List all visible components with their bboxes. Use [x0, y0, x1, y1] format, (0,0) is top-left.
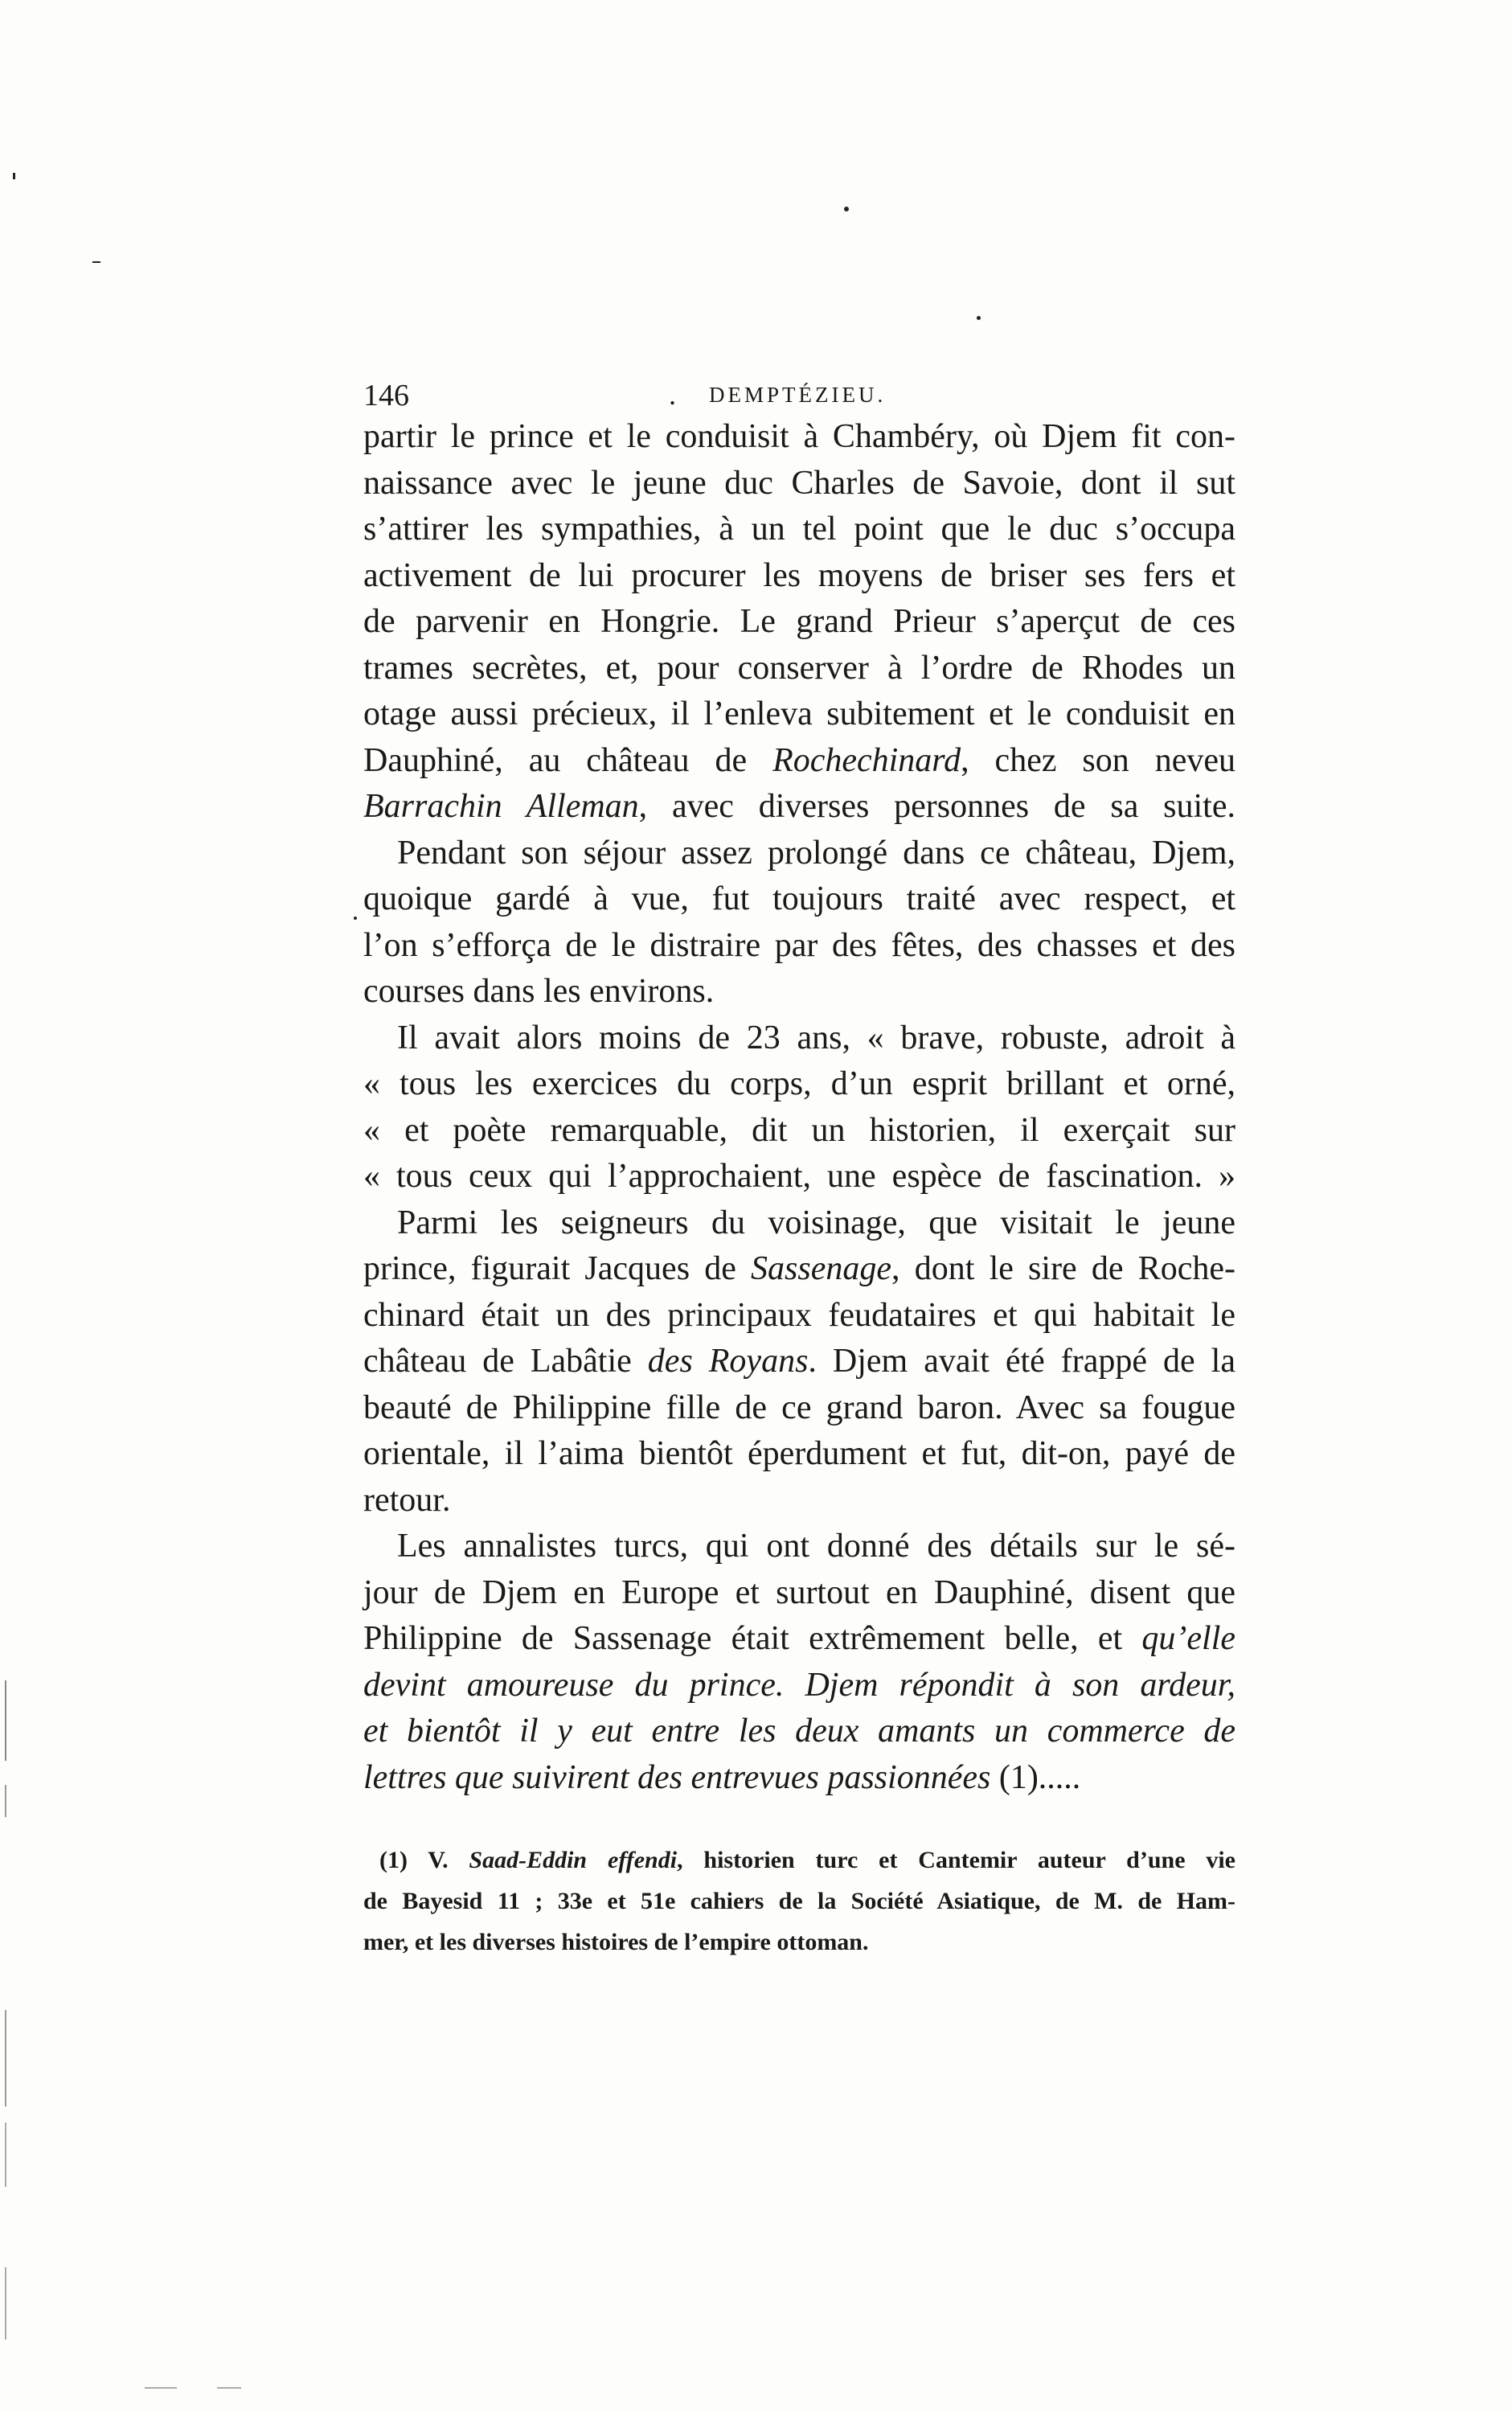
- text-line: trames secrètes, et, pour conserver à l’ordre de Rhodes un: [363, 649, 1235, 687]
- text-run: , dont le sire de Roche-: [891, 1250, 1235, 1287]
- running-head-dot: .: [669, 379, 676, 411]
- text-line: l’on s’efforça de le distraire par des fêtes, des chasses et des: [363, 926, 1235, 964]
- text-line: beauté de Philippine fille de ce grand baron. Avec sa fougue: [363, 1389, 1235, 1426]
- text-line: [363, 1246, 1235, 1293]
- page-number: 146: [363, 379, 409, 412]
- italic-run: Saad-Eddin effendi: [469, 1847, 678, 1873]
- text-line: naissance avec le jeune duc Charles de Savoie, dont il sut: [363, 464, 1235, 502]
- italic-run: lettres que suivirent des entrevues passionnées: [363, 1758, 991, 1796]
- text-line: Les annalistes turcs, qui ont donné des détails sur le sé-: [397, 1528, 1235, 1565]
- text-line: [363, 1339, 1235, 1385]
- footnote-line: [363, 1840, 1235, 1881]
- running-head: [363, 378, 1248, 418]
- main-text: [363, 414, 1235, 1801]
- text-run: Dauphiné, au château de: [363, 741, 773, 779]
- text-line: [363, 1708, 1235, 1755]
- running-title: DEMPTÉZIEU.: [709, 383, 887, 407]
- italic-run: des Royans: [647, 1343, 809, 1380]
- text-line: « et poète remarquable, dit un historien, il exerçait sur: [363, 1111, 1235, 1149]
- text-line: « tous les exercices du corps, d’un esprit brillant et orné,: [363, 1065, 1235, 1102]
- text-line: activement de lui procurer les moyens de briser ses fers et: [363, 556, 1235, 594]
- text-run: . Djem avait été frappé de la: [808, 1343, 1235, 1380]
- text-line: « tous ceux qui l’approchaient, une espèce de fascination. »: [363, 1158, 1235, 1195]
- italic-run: devint amoureuse du prince. Djem répondit à son ardeur,: [363, 1666, 1235, 1704]
- text-run: de Bayesid 11 ; 33e et 51e cahiers de la Société Asiatique, de M. de Ham-: [363, 1888, 1235, 1914]
- text-run: (1) V.: [379, 1847, 469, 1873]
- text-line: [363, 1616, 1235, 1663]
- text-line: [363, 784, 1235, 831]
- text-line: orientale, il l’aima bientôt éperdument et fut, dit-on, payé de: [363, 1435, 1235, 1472]
- text-run: , historien turc et Cantemir auteur d’une vie: [677, 1847, 1235, 1873]
- text-run: , avec diverses personnes de sa suite.: [638, 788, 1235, 825]
- text-line: courses dans les environs.: [363, 973, 715, 1010]
- text-line: [363, 1755, 1235, 1802]
- text-run: , chez son neveu: [961, 741, 1235, 779]
- footnote-line: [363, 1881, 1235, 1922]
- text-line: Pendant son séjour assez prolongé dans ce château, Djem,: [397, 834, 1235, 872]
- italic-run: Barrachin Alleman: [363, 788, 639, 825]
- text-line: de parvenir en Hongrie. Le grand Prieur s’aperçut de ces: [363, 603, 1235, 640]
- text-line: chinard était un des principaux feudataires et qui habitait le: [363, 1296, 1235, 1334]
- italic-run: Sassenage: [751, 1250, 892, 1287]
- text-line: partir le prince et le conduisit à Chambéry, où Djem fit con-: [363, 418, 1235, 455]
- italic-run: Rochechinard: [772, 741, 961, 779]
- text-run: Philippine de Sassenage était extrêmement belle, et: [363, 1620, 1142, 1657]
- text-line: Parmi les seigneurs du voisinage, que visitait le jeune: [397, 1204, 1235, 1241]
- text-run: mer, et les diverses histoires de l’empire ottoman.: [363, 1929, 869, 1955]
- italic-run: qu’elle: [1141, 1620, 1235, 1657]
- text-run: prince, figurait Jacques de: [363, 1250, 752, 1287]
- footnote: [363, 1840, 1235, 1963]
- italic-run: et bientôt il y eut entre les deux amants un commerce de: [363, 1713, 1235, 1750]
- text-line: quoique gardé à vue, fut toujours traité avec respect, et: [363, 880, 1235, 917]
- text-line: [363, 738, 1235, 785]
- text-line: otage aussi précieux, il l’enleva subitement et le conduisit en: [363, 695, 1235, 732]
- footnote-line: [363, 1922, 1235, 1963]
- text-line: Il avait alors moins de 23 ans, « brave, robuste, adroit à: [397, 1019, 1235, 1056]
- text-run: château de Labâtie: [363, 1343, 648, 1380]
- text-line: s’attirer les sympathies, à un tel point que le duc s’occupa: [363, 511, 1235, 548]
- text-run: (1).....: [990, 1758, 1081, 1796]
- text-line: [363, 1663, 1235, 1709]
- text-line: jour de Djem en Europe et surtout en Dauphiné, disent que: [363, 1573, 1235, 1611]
- text-line: retour.: [363, 1481, 451, 1519]
